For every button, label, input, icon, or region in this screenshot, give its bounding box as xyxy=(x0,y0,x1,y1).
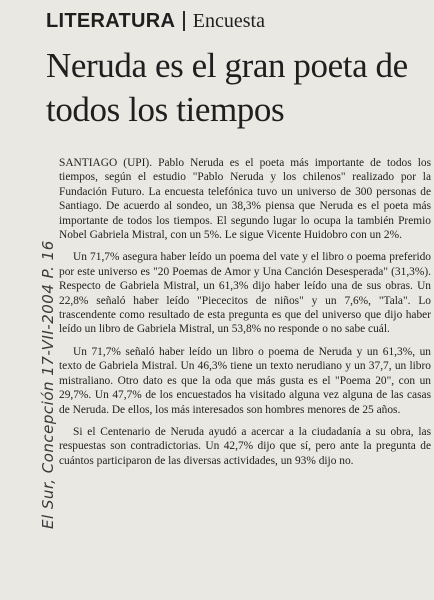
paragraph: Un 71,7% asegura haber leído un poema del vate y el libro o poema preferido por este universo es "20 Poemas de Amor y Una Canción Desesperada" (31,3%). Respecto de Gabriela Mistral, un 61,3% dijo haber leído una de sus obras. Un 22,8% señaló haber leído "Piececitos de niños" y un 7,6%, "Tala". Lo trascendente como resultado de esta pregunta es que del universo que dijo haber leído un libro de Gabriela Mistral, un 53,8% no responde o no sabe cuál. xyxy=(59,251,431,336)
section-label: LITERATURA xyxy=(46,9,176,32)
subsection-label: Encuesta xyxy=(192,9,265,32)
article-body xyxy=(59,156,431,468)
headline: Neruda es el gran poeta de todos los tiempos xyxy=(46,46,408,129)
handwritten-source-annotation: El Sur, Concepción 17-VII-2004 P. 16 xyxy=(39,240,57,529)
section-divider xyxy=(183,11,185,31)
section-header xyxy=(46,6,265,36)
paragraph: Un 71,7% señaló haber leído un libro o poema de Neruda y un 61,3%, un texto de Gabriela Mistral. Un 46,3% tiene un texto nerudiano y un 37,7, un libro mistraliano. Otro dato es que la oda que más gusta es el "Poema 20", con un 29,7%. Un 47,7% de los encuestados ha visitado alguna vez alguna de las casas de Neruda. De ellos, los más interesados son hombres menores de 25 años. xyxy=(59,345,431,416)
paragraph: SANTIAGO (UPI). Pablo Neruda es el poeta más importante de todos los tiempos, según el estudio "Pablo Neruda y los chilenos" realizado por la Fundación Futuro. La encuesta telefónica tuvo un universo de 300 personas de Santiago. De acuerdo al sondeo, un 38,3% piensa que Neruda es el poeta más importante de todos los tiempos. El segundo lugar lo ocupa la también Premio Nobel Gabriela Mistral, con un 5%. Le sigue Vicente Huidobro con un 2%. xyxy=(59,157,431,242)
paragraph: Si el Centenario de Neruda ayudó a acercar a la ciudadanía a su obra, las respuestas son contradictorias. Un 42,7% dijo que sí, pero ante la pregunta de cuántos participaron de las diversas actividades, un 93% dijo no. xyxy=(59,425,431,467)
